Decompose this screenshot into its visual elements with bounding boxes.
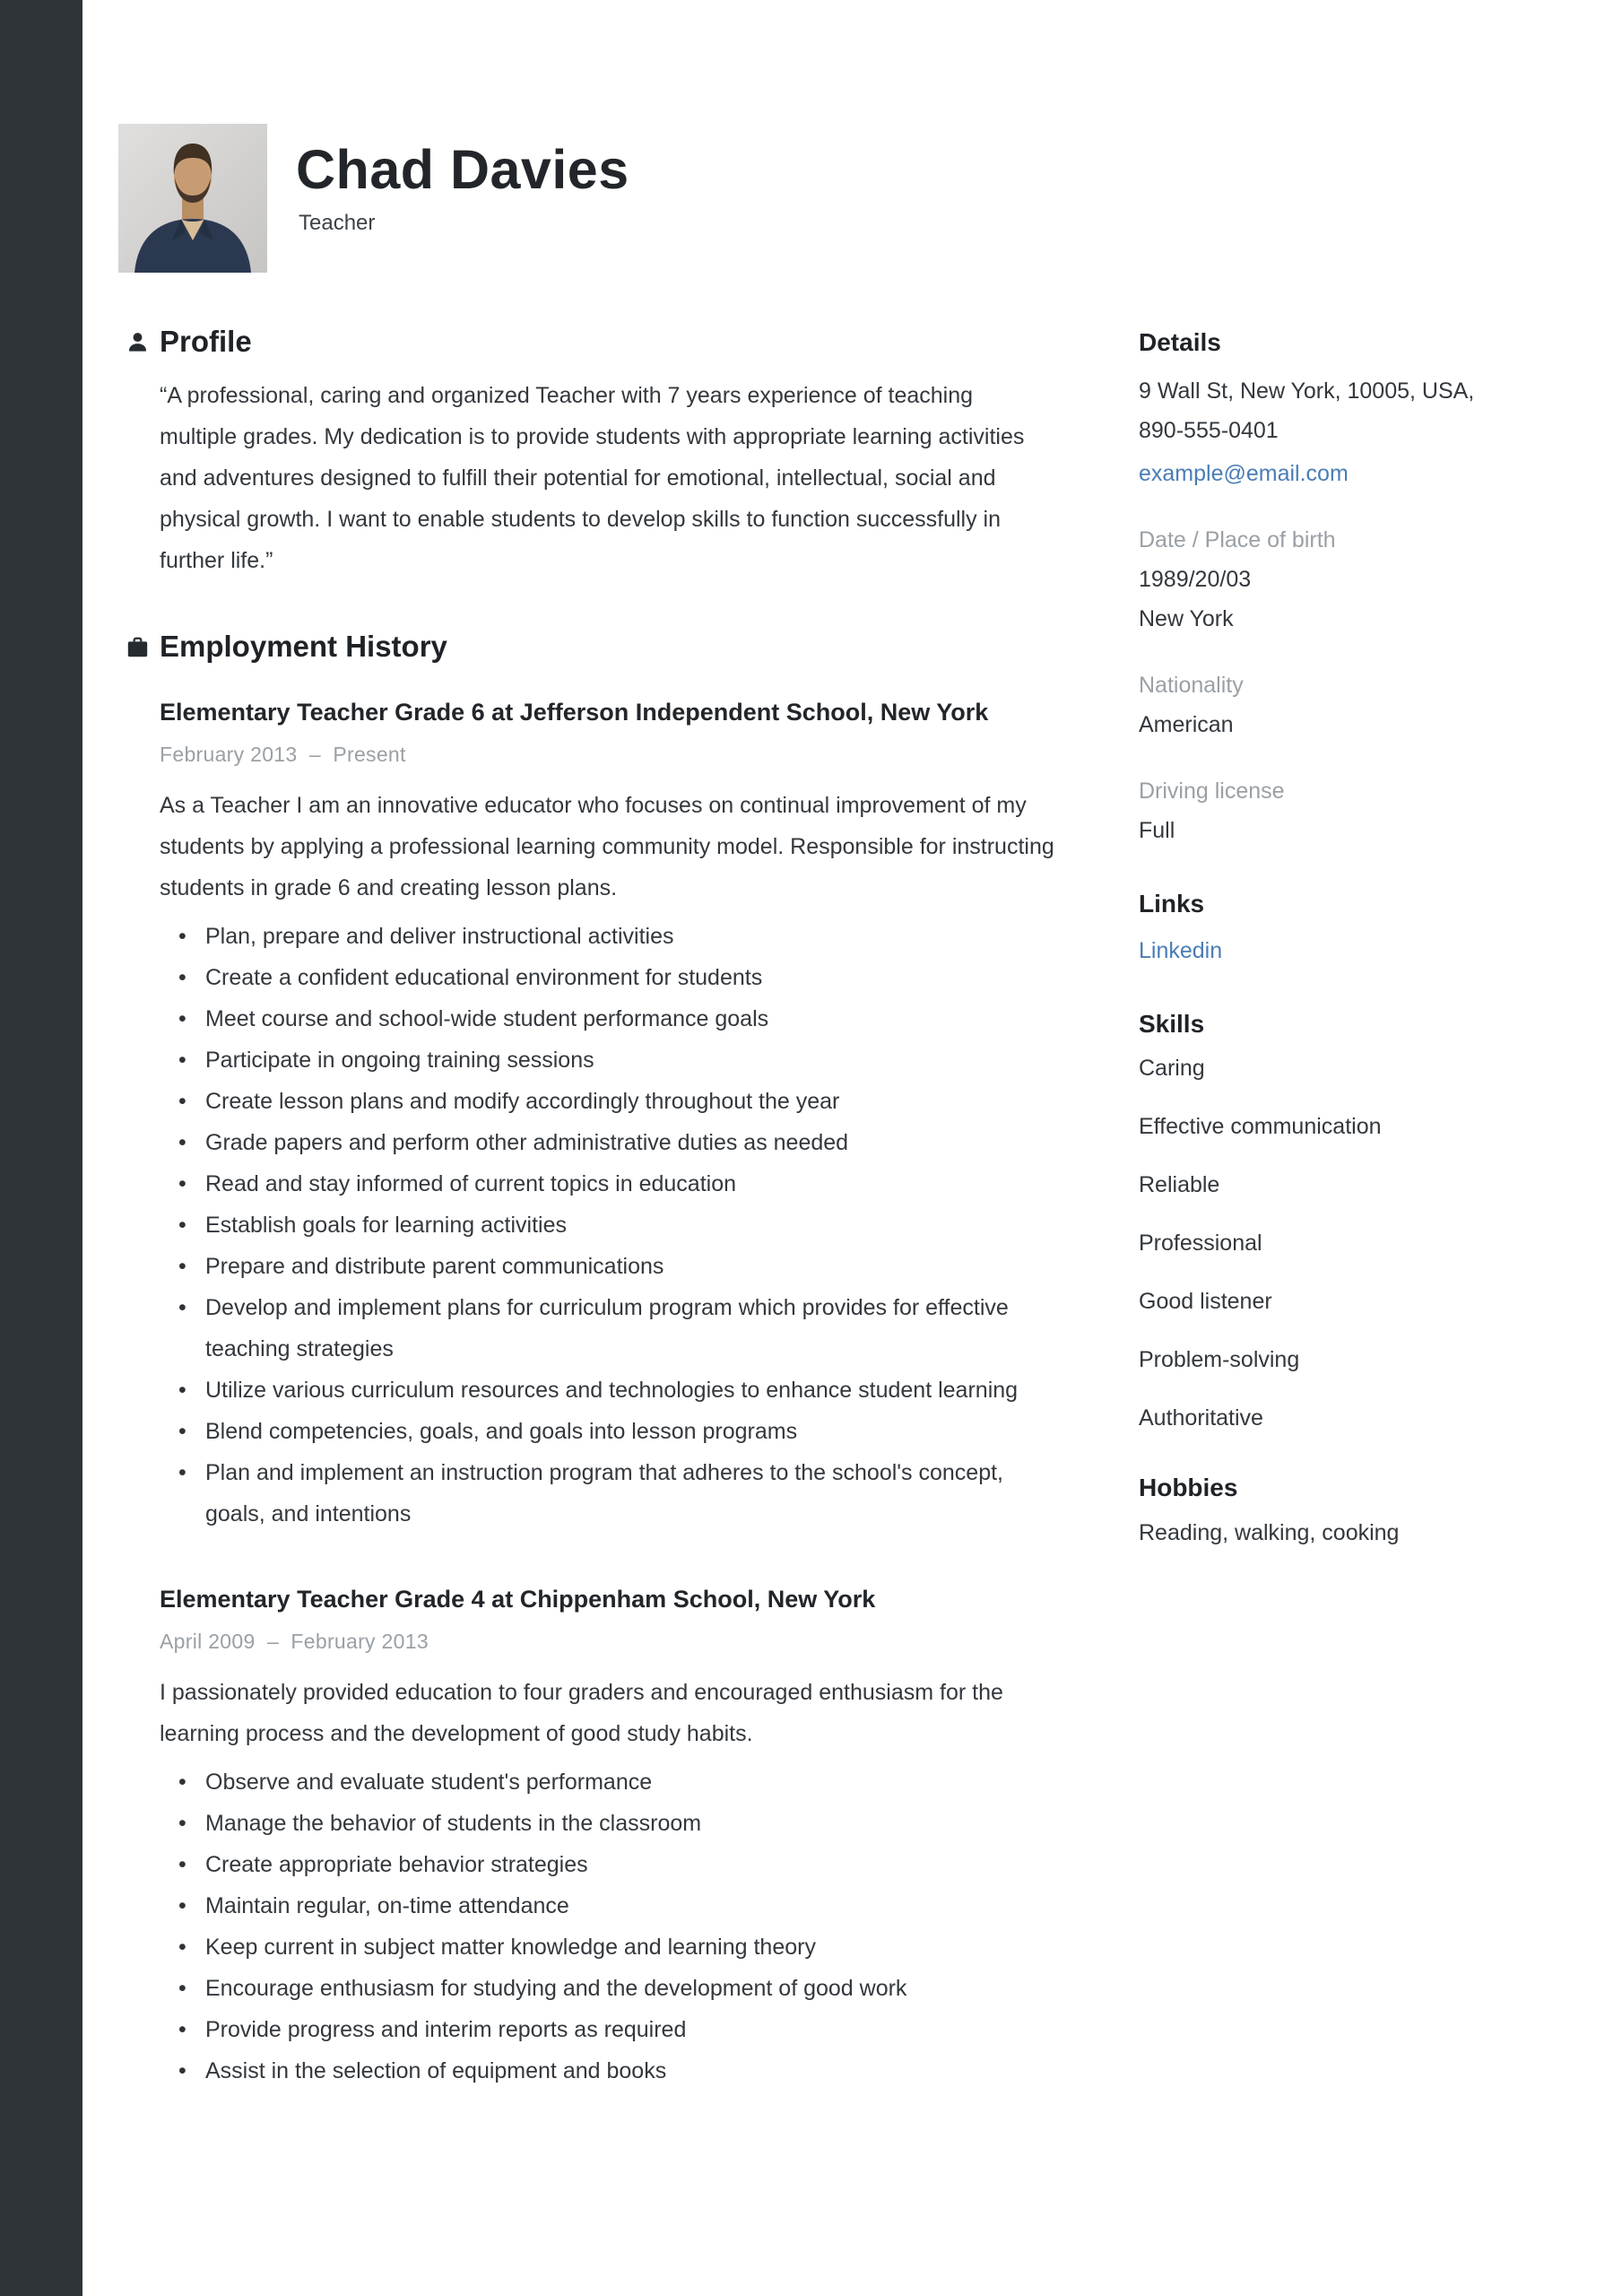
skills-list bbox=[1139, 1053, 1499, 1434]
sidebar bbox=[1139, 325, 1499, 2092]
nationality-value: American bbox=[1139, 712, 1234, 737]
skills-section bbox=[1139, 1010, 1499, 1434]
job-dates: February 2013 – Present bbox=[160, 742, 406, 766]
birth-date: 1989/20/03 bbox=[1139, 567, 1252, 592]
details-section bbox=[1139, 328, 1499, 850]
profile-body bbox=[160, 359, 1063, 581]
job-bullet-list bbox=[160, 1761, 1063, 2092]
bullet-item: • Read and stay informed of current topics in education bbox=[160, 1163, 1063, 1205]
email-link[interactable]: example@email.com bbox=[1139, 461, 1349, 486]
birth-place: New York bbox=[1139, 606, 1234, 631]
bullet-item: • Encourage enthusiasm for studying and the development of good work bbox=[160, 1968, 1063, 2009]
profile-text: “A professional, caring and organized Teacher with 7 years experience of teaching multiple grades. My dedication is to provide students with appropriate learning activities and adventures designed to fulfill their potential for emotional, intellectual, social and physical growth. I want to enable students to develop skills to function successfully in further life.” bbox=[160, 383, 1025, 573]
employment-body bbox=[160, 664, 1063, 2092]
bullet-item: • Maintain regular, on-time attendance bbox=[160, 1885, 1063, 1926]
bullet-item: • Create appropriate behavior strategies bbox=[160, 1844, 1063, 1885]
bullet-item: • Meet course and school-wide student performance goals bbox=[160, 998, 1063, 1039]
skill-item: Caring bbox=[1139, 1056, 1205, 1081]
profile-photo bbox=[118, 124, 267, 273]
bullet-item: • Utilize various curriculum resources and technologies to enhance student learning bbox=[160, 1370, 1063, 1411]
header bbox=[118, 124, 1622, 273]
job-bullet-list bbox=[160, 916, 1063, 1535]
address-line: 9 Wall St, New York, 10005, USA, bbox=[1139, 378, 1475, 404]
driving-license-label: Driving license bbox=[1139, 778, 1285, 804]
bullet-item: • Participate in ongoing training sessions bbox=[160, 1039, 1063, 1081]
profile-heading: Profile bbox=[160, 325, 252, 358]
phone-number: 890-555-0401 bbox=[1139, 418, 1279, 443]
main-columns bbox=[126, 325, 1622, 2092]
bullet-item: • Create lesson plans and modify accordingly throughout the year bbox=[160, 1081, 1063, 1122]
hobbies-text: Reading, walking, cooking bbox=[1139, 1520, 1400, 1545]
job-dates: April 2009 – February 2013 bbox=[160, 1629, 429, 1653]
bullet-item: • Establish goals for learning activities bbox=[160, 1205, 1063, 1246]
candidate-job-title: Teacher bbox=[299, 211, 376, 236]
briefcase-icon bbox=[126, 635, 150, 659]
bullet-item: • Manage the behavior of students in the classroom bbox=[160, 1803, 1063, 1844]
profile-photo-image bbox=[118, 124, 267, 273]
employment-section bbox=[126, 630, 1063, 2092]
profile-section bbox=[126, 325, 1063, 581]
linkedin-link[interactable]: Linkedin bbox=[1139, 938, 1223, 963]
resume-page bbox=[82, 0, 1622, 2092]
left-accent-strip bbox=[0, 0, 82, 2296]
bullet-item: • Prepare and distribute parent communications bbox=[160, 1246, 1063, 1287]
bullet-item: • Develop and implement plans for curriculum program which provides for effective teaching strategies bbox=[160, 1287, 1063, 1370]
links-heading: Links bbox=[1139, 890, 1205, 918]
employment-heading: Employment History bbox=[160, 630, 447, 663]
bullet-item: • Plan and implement an instruction program that adheres to the school's concept, goals, and intentions bbox=[160, 1452, 1063, 1535]
job-entry-2 bbox=[160, 1581, 1063, 2092]
driving-license-value: Full bbox=[1139, 818, 1175, 843]
hobbies-section bbox=[1139, 1474, 1499, 1552]
skill-item: Reliable bbox=[1139, 1172, 1220, 1197]
details-block bbox=[1139, 371, 1499, 493]
bullet-item: • Assist in the selection of equipment and books bbox=[160, 2050, 1063, 2092]
skill-item: Authoritative bbox=[1139, 1405, 1263, 1431]
bullet-item: • Keep current in subject matter knowledge and learning theory bbox=[160, 1926, 1063, 1968]
skill-item: Problem-solving bbox=[1139, 1347, 1300, 1372]
main-column bbox=[126, 325, 1063, 2092]
skill-item: Effective communication bbox=[1139, 1114, 1382, 1139]
job-title: Elementary Teacher Grade 4 at Chippenham School, New York bbox=[160, 1585, 876, 1613]
skill-item: Professional bbox=[1139, 1231, 1262, 1256]
bullet-item: • Grade papers and perform other administrative duties as needed bbox=[160, 1122, 1063, 1163]
bullet-item: • Blend competencies, goals, and goals into lesson programs bbox=[160, 1411, 1063, 1452]
candidate-name: Chad Davies bbox=[296, 139, 629, 200]
job-entry-1 bbox=[160, 694, 1063, 1535]
details-heading: Details bbox=[1139, 328, 1221, 356]
skill-item: Good listener bbox=[1139, 1289, 1272, 1314]
bullet-item: • Provide progress and interim reports as required bbox=[160, 2009, 1063, 2050]
job-title: Elementary Teacher Grade 6 at Jefferson Independent School, New York bbox=[160, 699, 989, 726]
hobbies-heading: Hobbies bbox=[1139, 1474, 1238, 1501]
skills-heading: Skills bbox=[1139, 1010, 1205, 1038]
birth-label: Date / Place of birth bbox=[1139, 527, 1336, 552]
header-text bbox=[296, 140, 629, 236]
bullet-item: • Plan, prepare and deliver instructional activities bbox=[160, 916, 1063, 957]
person-icon bbox=[126, 330, 150, 354]
links-section bbox=[1139, 890, 1499, 970]
nationality-label: Nationality bbox=[1139, 673, 1244, 698]
bullet-item: • Create a confident educational environment for students bbox=[160, 957, 1063, 998]
bullet-item: • Observe and evaluate student's performance bbox=[160, 1761, 1063, 1803]
job-description: I passionately provided education to four graders and encouraged enthusiasm for the learning process and the development of good study habits. bbox=[160, 1679, 1003, 1746]
job-description: As a Teacher I am an innovative educator who focuses on continual improvement of my students by applying a professional learning community model. Responsible for instructing students in grade 6 and creating lesson plans. bbox=[160, 792, 1054, 900]
